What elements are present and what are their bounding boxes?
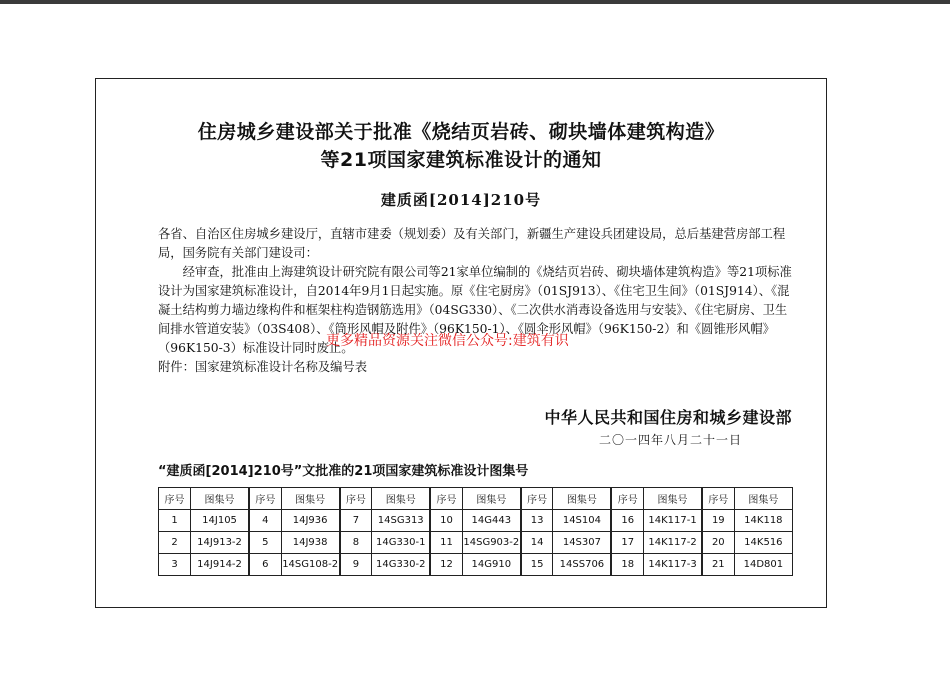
cell-seq: 2 [159,532,191,554]
cell-atlas-no: 14D801 [734,554,793,576]
cell-seq: 4 [249,510,281,532]
header-atlas-no: 图集号 [734,488,793,510]
cell-seq: 15 [521,554,553,576]
cell-seq: 1 [159,510,191,532]
cell-atlas-no: 14SG108-2 [281,554,340,576]
cell-atlas-no: 14K516 [734,532,793,554]
table-row [159,554,793,576]
header-seq: 序号 [611,488,643,510]
title-line-2: 等21项国家建筑标准设计的通知 [320,149,602,171]
cell-seq: 18 [611,554,643,576]
header-seq: 序号 [430,488,462,510]
signature-organization: 中华人民共和国住房和城乡建设部 [544,408,792,427]
document-frame [95,78,827,608]
cell-seq: 13 [521,510,553,532]
cell-seq: 10 [430,510,462,532]
header-seq: 序号 [521,488,553,510]
addressee-paragraph: 各省、自治区住房城乡建设厅，直辖市建委（规划委）及有关部门，新疆生产建设兵团建设局，总后基建营房部工程局，国务院有关部门建设司： [158,227,786,260]
document-number: 建质函[2014]210号 [380,191,542,209]
header-atlas-no: 图集号 [643,488,702,510]
header-atlas-no: 图集号 [372,488,431,510]
cell-atlas-no: 14K118 [734,510,793,532]
cell-seq: 14 [521,532,553,554]
cell-seq: 17 [611,532,643,554]
header-atlas-no: 图集号 [462,488,521,510]
cell-seq: 7 [340,510,372,532]
cell-seq: 12 [430,554,462,576]
table-body [159,510,793,576]
cell-seq: 3 [159,554,191,576]
atlas-number-table [158,487,793,576]
cell-atlas-no: 14S307 [553,532,612,554]
header-atlas-no: 图集号 [191,488,250,510]
cell-seq: 20 [702,532,734,554]
cell-seq: 21 [702,554,734,576]
cell-atlas-no: 14G330-1 [372,532,431,554]
cell-seq: 5 [249,532,281,554]
table-row [159,510,793,532]
cell-seq: 16 [611,510,643,532]
cell-atlas-no: 14K117-2 [643,532,702,554]
cell-seq: 11 [430,532,462,554]
cell-seq: 8 [340,532,372,554]
cell-atlas-no: 14S104 [553,510,612,532]
cell-seq: 19 [702,510,734,532]
attachment-line: 附件：国家建筑标准设计名称及编号表 [158,360,368,374]
cell-atlas-no: 14SS706 [553,554,612,576]
top-border [0,0,950,4]
header-seq: 序号 [702,488,734,510]
cell-atlas-no: 14K117-1 [643,510,702,532]
notice-body [158,225,798,377]
cell-atlas-no: 14K117-3 [643,554,702,576]
header-seq: 序号 [159,488,191,510]
cell-atlas-no: 14J938 [281,532,340,554]
cell-atlas-no: 14G330-2 [372,554,431,576]
cell-atlas-no: 14SG903-2 [462,532,521,554]
cell-atlas-no: 14J914-2 [191,554,250,576]
header-seq: 序号 [249,488,281,510]
title-line-1: 住房城乡建设部关于批准《烧结页岩砖、砌块墙体建筑构造》 [197,121,725,143]
cell-atlas-no: 14J936 [281,510,340,532]
watermark-text: 更多精品资源关注微信公众号:建筑有识 [326,333,569,349]
table-header-row [159,488,793,510]
cell-atlas-no: 14G910 [462,554,521,576]
approval-paragraph: 经审查，批准由上海建筑设计研究院有限公司等21家单位编制的《烧结页岩砖、砌块墙体建筑构造》等21项标准设计为国家建筑标准设计，自2014年9月1日起实施。原《住宅厨房》（01SJ913）、《住宅卫生间》（01SJ914）、《混凝土结构剪力墙边缘构件和框架柱构造钢筋选用》（04SG330）、《二次供水消毒设备选用与安装》、《住宅厨房、卫生间排水管道安装》（03S408）、《筒形风帽及附件》（96K150-1）、《圆伞形风帽》（96K150-2）和《圆锥形风帽》（96K150-3）标准设计同时废止。 [158,265,792,355]
cell-atlas-no: 14J105 [191,510,250,532]
header-atlas-no: 图集号 [281,488,340,510]
table-caption: “建质函[2014]210号”文批准的21项国家建筑标准设计图集号 [158,464,529,479]
cell-atlas-no: 14G443 [462,510,521,532]
table-row [159,532,793,554]
header-seq: 序号 [340,488,372,510]
cell-atlas-no: 14SG313 [372,510,431,532]
cell-atlas-no: 14J913-2 [191,532,250,554]
cell-seq: 9 [340,554,372,576]
header-atlas-no: 图集号 [553,488,612,510]
signature-date: 二〇一四年八月二十一日 [598,433,742,447]
cell-seq: 6 [249,554,281,576]
